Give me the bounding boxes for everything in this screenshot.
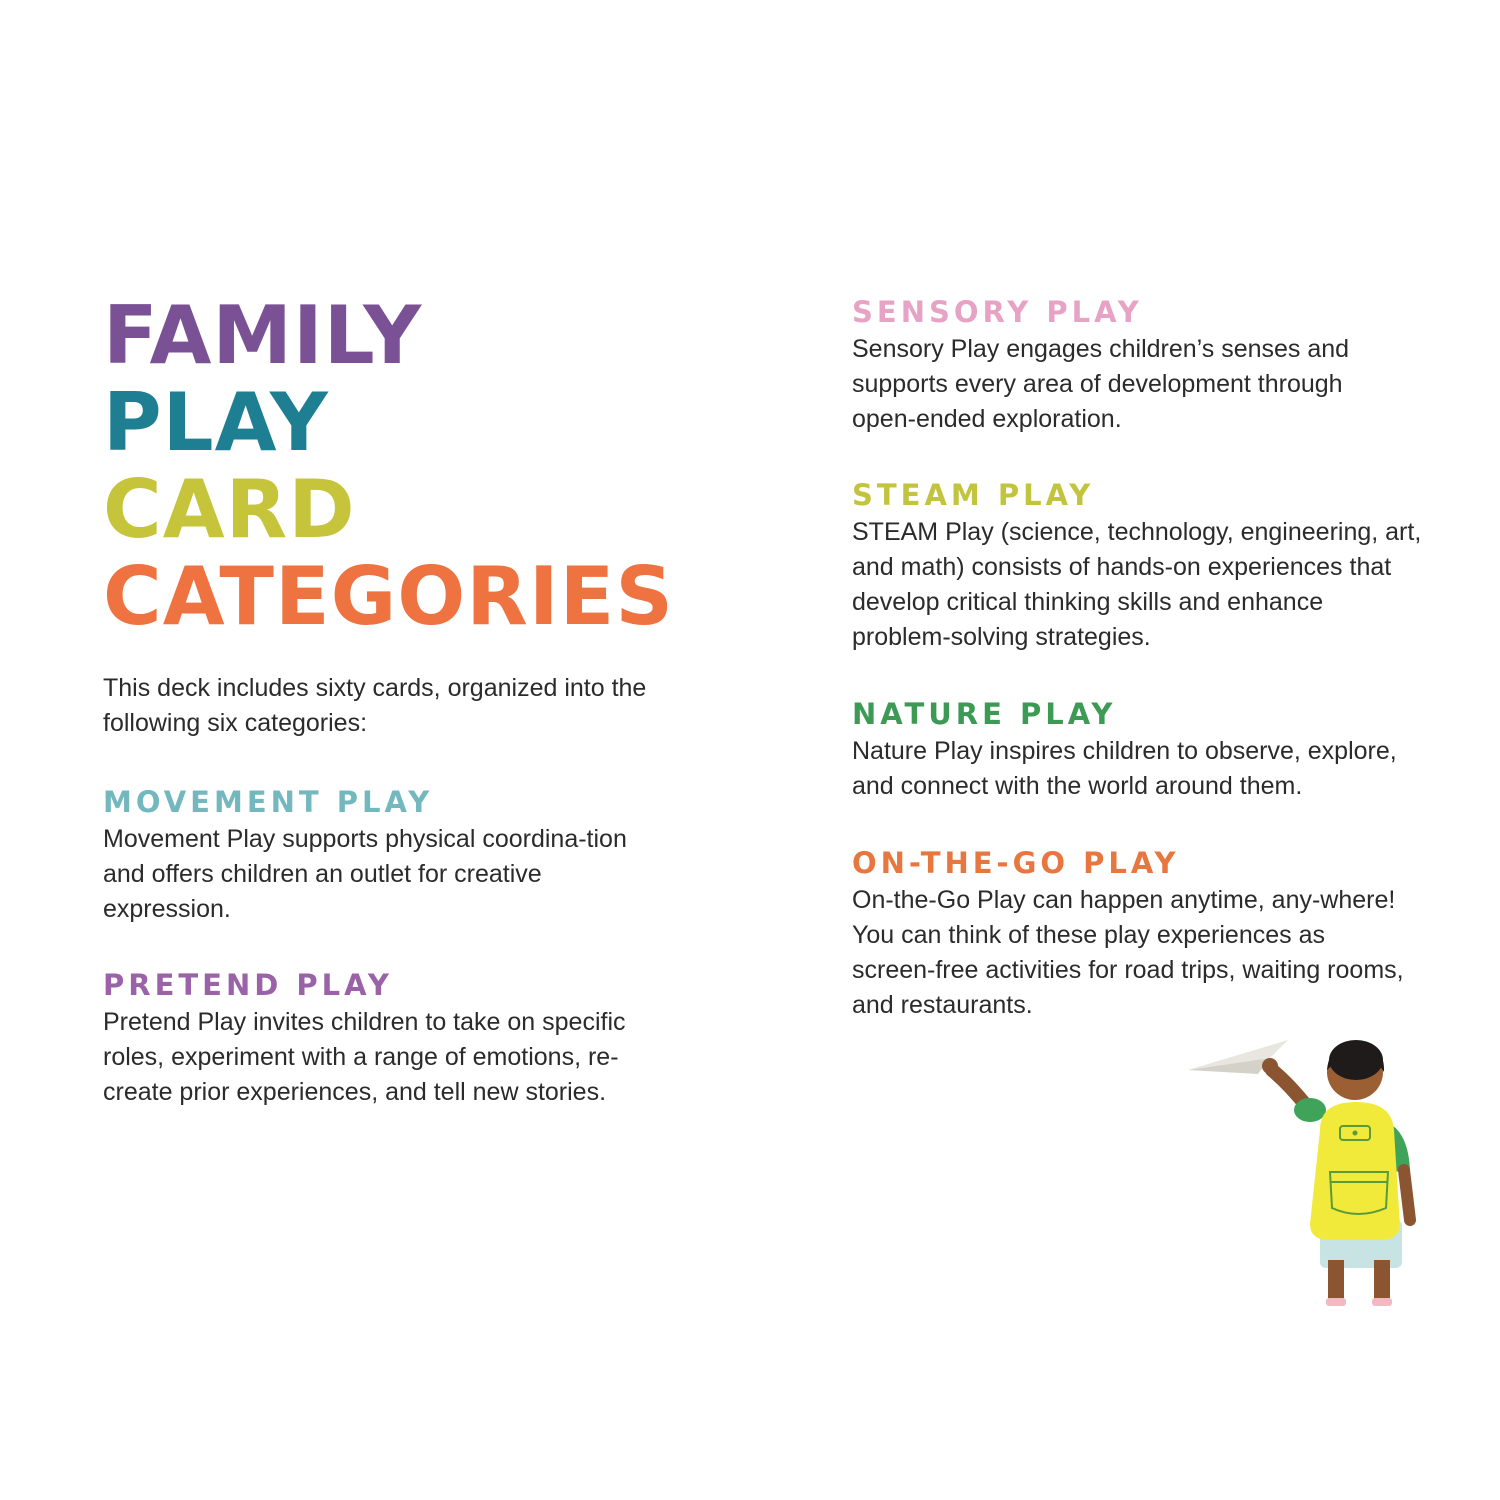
intro-text: This deck includes sixty cards, organized into the following six categories: <box>103 674 647 737</box>
section-heading: STEAM PLAY <box>852 478 1095 512</box>
title-play: PLAY <box>103 376 329 469</box>
section-body: Sensory Play engages children’s senses and supports every area of development through open-ended exploration. <box>852 335 1350 433</box>
title-categories: CATEGORIES <box>103 550 674 643</box>
section-heading: SENSORY PLAY <box>852 295 1143 329</box>
title-family: FAMILY <box>103 289 423 382</box>
section-nature-play <box>852 696 1442 804</box>
page-title <box>103 289 674 643</box>
section-heading: MOVEMENT PLAY <box>103 785 434 819</box>
section-body: Pretend Play invites children to take on specific roles, experiment with a range of emotions, re-create prior experiences, and tell new stories. <box>103 1008 626 1106</box>
section-sensory-play <box>852 294 1412 437</box>
section-body: STEAM Play (science, technology, engineering, art, and math) consists of hands-on experiences that develop critical thinking skills and enhance problem-solving strategies. <box>852 518 1422 651</box>
child-with-paper-airplane-illustration <box>1180 1030 1440 1320</box>
section-body: Nature Play inspires children to observe, explore, and connect with the world around them. <box>852 737 1397 800</box>
section-body: Movement Play supports physical coordina-tion and offers children an outlet for creative expression. <box>103 825 627 923</box>
title-card: CARD <box>103 463 356 556</box>
section-pretend-play <box>103 967 673 1110</box>
section-heading: NATURE PLAY <box>852 697 1117 731</box>
section-movement-play <box>103 784 663 927</box>
section-steam-play <box>852 477 1422 655</box>
section-heading: ON-THE-GO PLAY <box>852 846 1180 880</box>
section-body: On-the-Go Play can happen anytime, any-where! You can think of these play experiences as screen-free activities for road trips, waiting rooms, and restaurants. <box>852 886 1404 1019</box>
section-heading: PRETEND PLAY <box>103 968 393 1002</box>
section-on-the-go-play <box>852 845 1412 1023</box>
